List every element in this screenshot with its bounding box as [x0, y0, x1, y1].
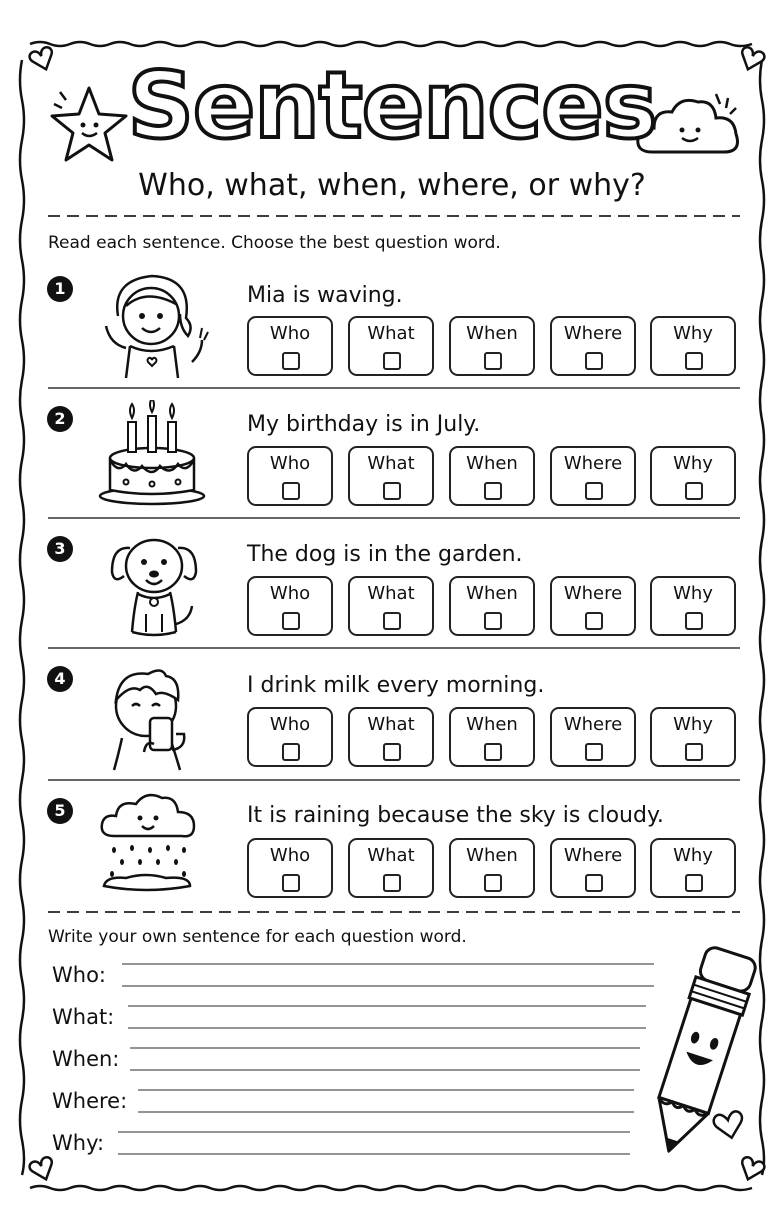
checkbox[interactable] — [484, 612, 502, 630]
checkbox[interactable] — [282, 743, 300, 761]
checkbox[interactable] — [282, 612, 300, 630]
checkbox[interactable] — [585, 743, 603, 761]
question-sentence: Mia is waving. — [247, 283, 403, 308]
waving-girl-icon — [96, 266, 212, 382]
option-label: When — [466, 583, 518, 604]
checkbox[interactable] — [282, 352, 300, 370]
option-label: Who — [269, 714, 311, 735]
option-label: Who — [269, 845, 311, 866]
checkbox[interactable] — [282, 482, 300, 500]
dog-icon — [104, 528, 204, 640]
option-what[interactable] — [348, 707, 434, 767]
heart-icon — [712, 1108, 746, 1142]
option-label: Where — [563, 323, 623, 344]
option-label: Why — [673, 714, 713, 735]
option-label: Why — [673, 453, 713, 474]
option-when[interactable] — [449, 316, 535, 376]
option-label: Why — [673, 323, 713, 344]
checkbox[interactable] — [383, 743, 401, 761]
option-who[interactable] — [247, 446, 333, 506]
checkbox[interactable] — [383, 352, 401, 370]
option-label: Where — [563, 453, 623, 474]
option-where[interactable] — [550, 446, 636, 506]
option-when[interactable] — [449, 446, 535, 506]
option-why[interactable] — [650, 707, 736, 767]
question-number: 3 — [47, 536, 73, 562]
checkbox[interactable] — [685, 612, 703, 630]
option-what[interactable] — [348, 446, 434, 506]
checkbox[interactable] — [685, 352, 703, 370]
option-label: Why — [673, 845, 713, 866]
option-label: Who — [269, 583, 311, 604]
option-who[interactable] — [247, 838, 333, 898]
rain-cloud-icon — [96, 790, 200, 902]
option-what[interactable] — [348, 838, 434, 898]
question-sentence: The dog is in the garden. — [247, 542, 523, 567]
checkbox[interactable] — [685, 874, 703, 892]
option-when[interactable] — [449, 707, 535, 767]
option-why[interactable] — [650, 838, 736, 898]
option-label: Where — [563, 714, 623, 735]
checkbox[interactable] — [685, 482, 703, 500]
option-where[interactable] — [550, 707, 636, 767]
checkbox[interactable] — [484, 352, 502, 370]
option-when[interactable] — [449, 576, 535, 636]
option-label: When — [466, 453, 518, 474]
option-where[interactable] — [550, 316, 636, 376]
instruction-text: Read each sentence. Choose the best question word. — [48, 233, 501, 253]
checkbox[interactable] — [383, 612, 401, 630]
option-label: Where — [563, 583, 623, 604]
checkbox[interactable] — [383, 874, 401, 892]
checkbox[interactable] — [585, 874, 603, 892]
question-sentence: I drink milk every morning. — [247, 673, 545, 698]
checkbox[interactable] — [484, 874, 502, 892]
option-where[interactable] — [550, 838, 636, 898]
checkbox[interactable] — [484, 482, 502, 500]
question-number: 2 — [47, 406, 73, 432]
option-label: What — [367, 323, 415, 344]
option-label: What — [367, 453, 415, 474]
question-sentence: It is raining because the sky is cloudy. — [247, 803, 664, 828]
option-where[interactable] — [550, 576, 636, 636]
writing-label-what: What: — [52, 1005, 115, 1029]
option-label: What — [367, 845, 415, 866]
option-label: When — [466, 845, 518, 866]
worksheet-title: Sentences — [127, 52, 657, 159]
checkbox[interactable] — [585, 612, 603, 630]
writing-label-who: Who: — [52, 963, 106, 987]
checkbox[interactable] — [585, 482, 603, 500]
checkbox[interactable] — [484, 743, 502, 761]
option-why[interactable] — [650, 316, 736, 376]
option-label: What — [367, 583, 415, 604]
option-label: What — [367, 714, 415, 735]
worksheet-subtitle: Who, what, when, where, or why? — [138, 168, 646, 203]
option-what[interactable] — [348, 576, 434, 636]
option-label: Who — [269, 453, 311, 474]
checkbox[interactable] — [585, 352, 603, 370]
writing-instruction: Write your own sentence for each question word. — [48, 927, 467, 947]
writing-label-why: Why: — [52, 1131, 105, 1155]
birthday-cake-icon — [96, 400, 208, 508]
question-sentence: My birthday is in July. — [247, 412, 481, 437]
option-why[interactable] — [650, 576, 736, 636]
checkbox[interactable] — [685, 743, 703, 761]
question-number: 4 — [47, 666, 73, 692]
question-number: 1 — [47, 276, 73, 302]
option-label: Why — [673, 583, 713, 604]
checkbox[interactable] — [282, 874, 300, 892]
option-who[interactable] — [247, 707, 333, 767]
writing-label-where: Where: — [52, 1089, 128, 1113]
option-label: When — [466, 714, 518, 735]
option-who[interactable] — [247, 576, 333, 636]
option-label: Where — [563, 845, 623, 866]
checkbox[interactable] — [383, 482, 401, 500]
option-why[interactable] — [650, 446, 736, 506]
option-who[interactable] — [247, 316, 333, 376]
option-label: Who — [269, 323, 311, 344]
option-label: When — [466, 323, 518, 344]
question-number: 5 — [47, 798, 73, 824]
option-what[interactable] — [348, 316, 434, 376]
writing-label-when: When: — [52, 1047, 120, 1071]
boy-drinking-icon — [100, 660, 196, 772]
option-when[interactable] — [449, 838, 535, 898]
